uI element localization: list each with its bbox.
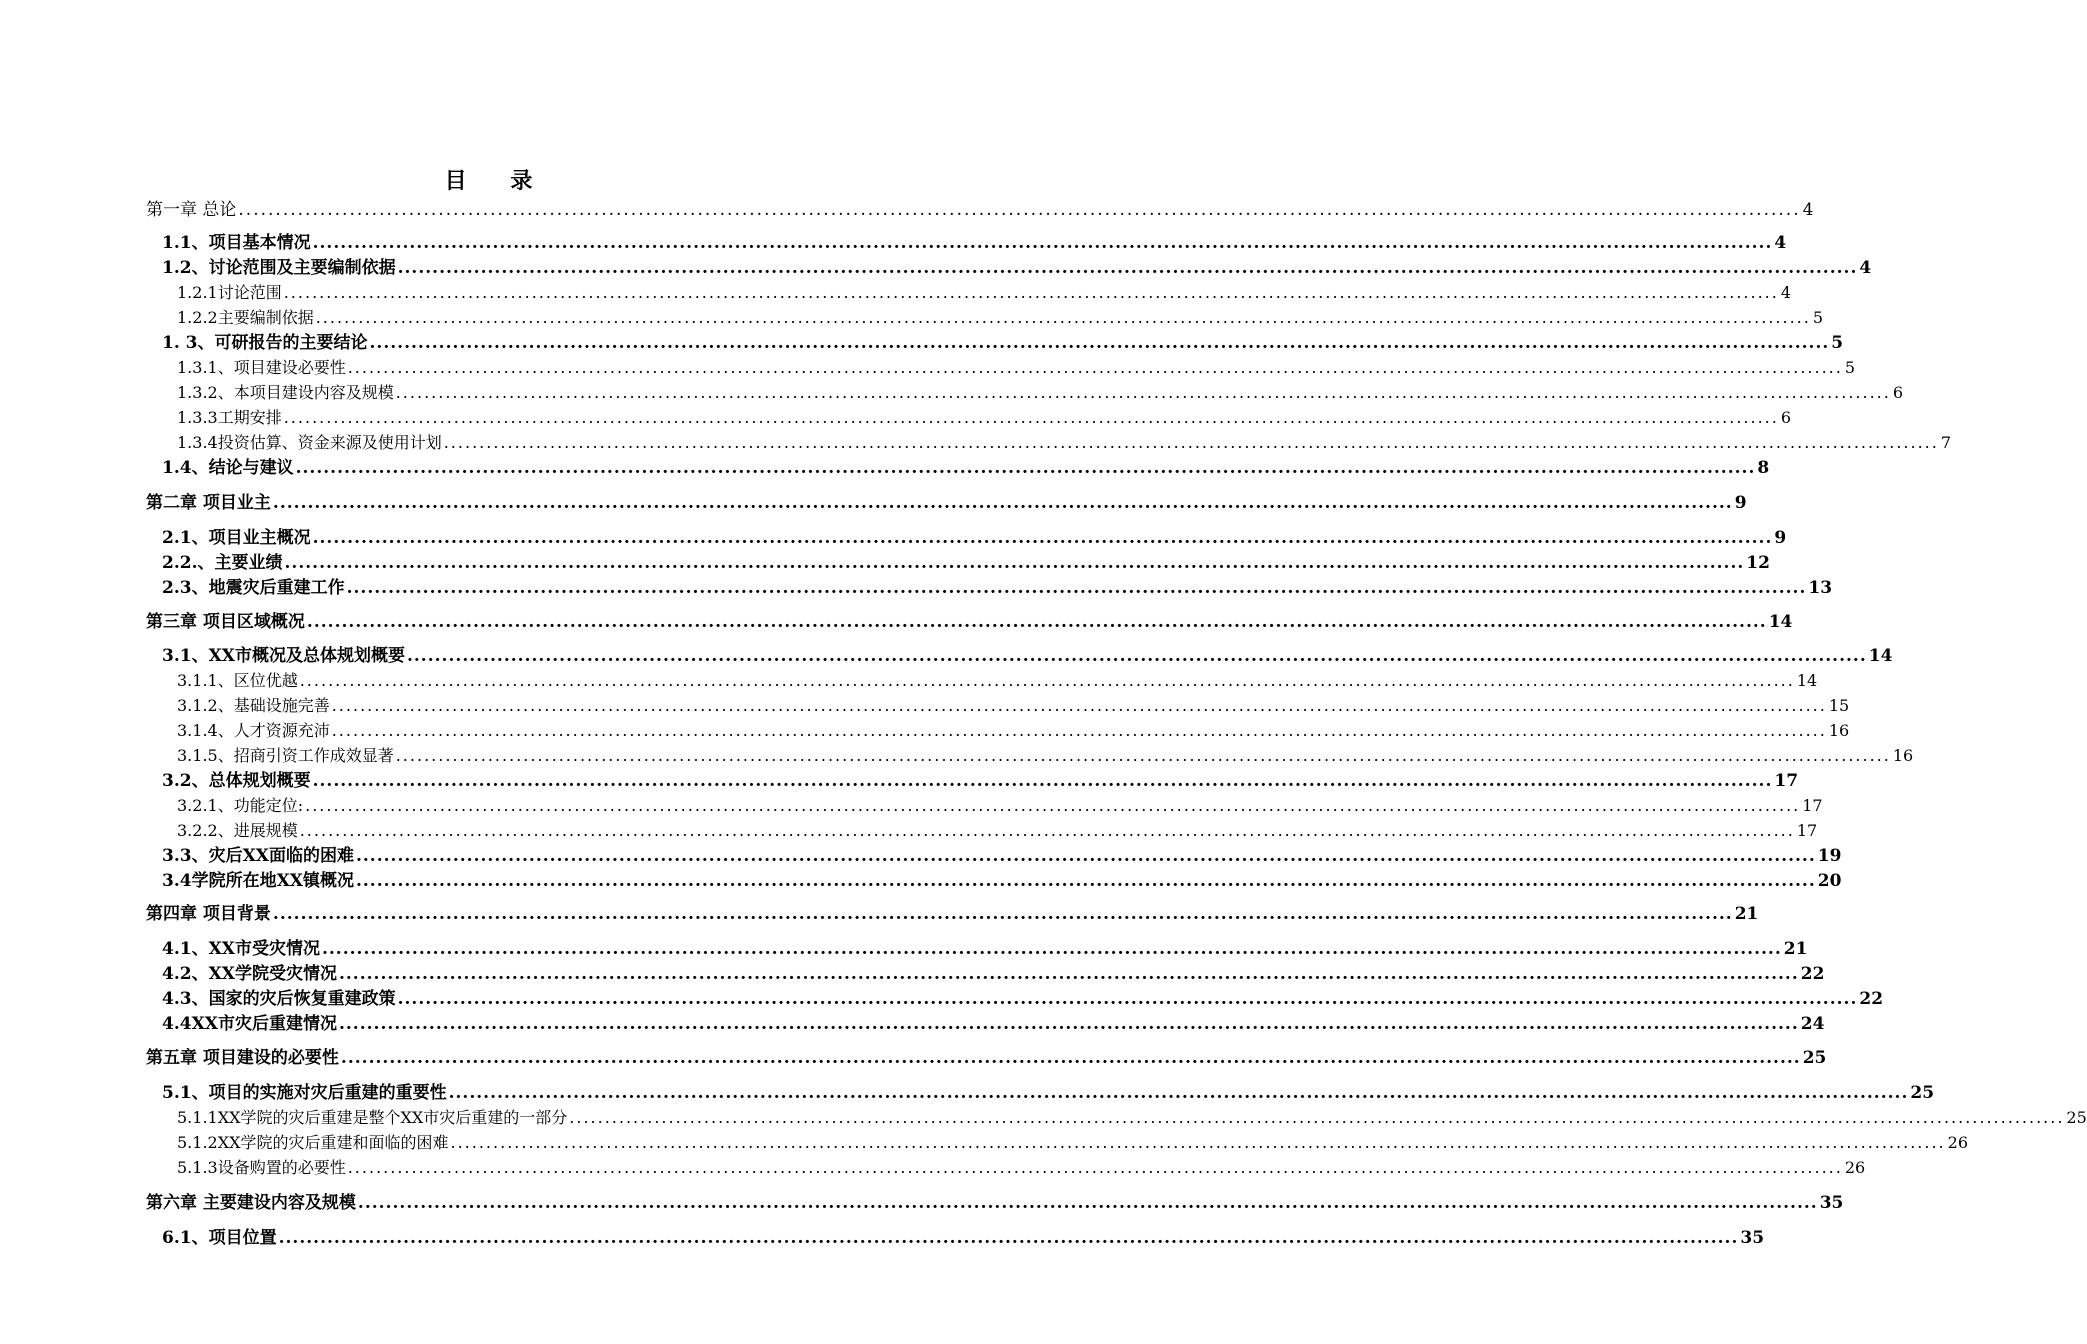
toc-page-number: 17 — [1774, 771, 1799, 791]
toc-entry[interactable] — [162, 1081, 1935, 1105]
toc-dot-leader: ................................................................................................................................................................................................................... — [278, 1228, 1739, 1248]
toc-page-number: 25 — [1910, 1083, 1935, 1103]
toc-dot-leader: ................................................................................................................................................................................................................... — [448, 1083, 1909, 1103]
toc-dot-leader: ................................................................................................................................................................................................................... — [347, 1158, 1843, 1177]
toc-entry[interactable] — [162, 987, 1884, 1011]
toc-page-number: 26 — [1844, 1158, 1866, 1177]
toc-dot-leader: ................................................................................................................................................................................................................... — [306, 612, 1767, 632]
toc-entry[interactable] — [162, 869, 1842, 893]
toc-dot-leader: ................................................................................................................................................................................................................... — [321, 939, 1782, 959]
toc-page-number: 24 — [1800, 1014, 1825, 1034]
toc-page-number: 7 — [1940, 433, 1952, 452]
toc-page-number: 26 — [1947, 1133, 1968, 1152]
toc-page-number: 5 — [1844, 358, 1856, 377]
toc-dot-leader: ................................................................................................................................................................................................................... — [357, 1193, 1818, 1213]
toc-entry[interactable] — [146, 198, 1814, 222]
toc-dot-leader: ................................................................................................................................................................................................................... — [305, 796, 1801, 815]
toc-entry-label: 3.3、灾后XX面临的困难 — [162, 846, 354, 866]
toc-page-number: 16 — [1892, 746, 1914, 765]
toc-entry-label: 4.4XX市灾后重建情况 — [162, 1014, 337, 1034]
toc-entry-label: 3.2、总体规划概要 — [162, 771, 311, 791]
toc-entry[interactable] — [177, 1131, 1968, 1155]
toc-page-number: 20 — [1817, 871, 1842, 891]
toc-entry[interactable] — [162, 256, 1872, 280]
toc-entry[interactable] — [162, 937, 1808, 961]
toc-entry-label: 4.3、国家的灾后恢复重建政策 — [162, 989, 396, 1009]
toc-page-number: 15 — [1828, 696, 1850, 715]
toc-dot-leader: ................................................................................................................................................................................................................... — [397, 989, 1858, 1009]
toc-entry[interactable] — [162, 844, 1842, 868]
toc-entry[interactable] — [177, 694, 1850, 718]
toc-entry[interactable] — [177, 719, 1850, 743]
toc-page-number: 4 — [1774, 233, 1787, 253]
toc-page-number: 22 — [1800, 964, 1825, 984]
toc-entry[interactable] — [162, 962, 1825, 986]
toc-dot-leader: ................................................................................................................................................................................................................... — [406, 646, 1867, 666]
toc-entry-label: 3.1.1、区位优越 — [177, 671, 298, 690]
toc-dot-leader: ................................................................................................................................................................................................................... — [346, 578, 1807, 598]
toc-entry-label: 第四章 项目背景 — [146, 904, 271, 924]
toc-entry-label: 3.1.4、人才资源充沛 — [177, 721, 330, 740]
toc-entry-label: 第六章 主要建设内容及规模 — [146, 1193, 356, 1213]
toc-page-number: 13 — [1808, 578, 1833, 598]
toc-page-number: 35 — [1740, 1228, 1765, 1248]
toc-entry-label: 3.1.5、招商引资工作成效显著 — [177, 746, 394, 765]
toc-entry[interactable] — [177, 381, 1904, 405]
toc-dot-leader: ................................................................................................................................................................................................................... — [340, 1048, 1801, 1068]
toc-entry-label: 2.2.、主要业绩 — [162, 553, 283, 573]
toc-entry[interactable] — [162, 526, 1787, 550]
toc-entry[interactable] — [162, 231, 1787, 255]
toc-dot-leader: ................................................................................................................................................................................................................... — [299, 671, 1795, 690]
page-title: 目 录 — [444, 168, 551, 194]
toc-dot-leader: ................................................................................................................................................................................................................... — [238, 200, 1801, 220]
toc-entry-label: 第一章 总论 — [146, 200, 237, 220]
toc-entry-label: 5.1、项目的实施对灾后重建的重要性 — [162, 1083, 447, 1103]
toc-dot-leader: ................................................................................................................................................................................................................... — [450, 1133, 1946, 1152]
toc-entry-label: 3.1、XX市概况及总体规划概要 — [162, 646, 405, 666]
toc-entry-label: 1.3.2、本项目建设内容及规模 — [177, 383, 394, 402]
toc-entry[interactable] — [177, 744, 1914, 768]
toc-entry-label: 1.3.1、项目建设必要性 — [177, 358, 346, 377]
toc-page-number: 14 — [1768, 612, 1793, 632]
toc-entry-label: 1.2、讨论范围及主要编制依据 — [162, 258, 396, 278]
toc-dot-leader: ................................................................................................................................................................................................................... — [284, 553, 1745, 573]
toc-entry-label: 4.2、XX学院受灾情况 — [162, 964, 337, 984]
toc-page-number: 6 — [1780, 408, 1792, 427]
toc-page-number: 25 — [1802, 1048, 1827, 1068]
toc-dot-leader: ................................................................................................................................................................................................................... — [355, 846, 1816, 866]
toc-entry-label: 2.1、项目业主概况 — [162, 528, 311, 548]
toc-entry[interactable] — [162, 331, 1844, 355]
toc-page-number: 25 — [2066, 1108, 2087, 1127]
toc-dot-leader: ................................................................................................................................................................................................................... — [312, 528, 1773, 548]
toc-entry[interactable] — [162, 1012, 1825, 1036]
toc-entry-label: 3.2.2、进展规模 — [177, 821, 298, 840]
toc-page-number: 19 — [1817, 846, 1842, 866]
toc-dot-leader: ................................................................................................................................................................................................................... — [355, 871, 1816, 891]
toc-entry-label: 4.1、XX市受灾情况 — [162, 939, 320, 959]
toc-dot-leader: ................................................................................................................................................................................................................... — [315, 308, 1811, 327]
toc-entry[interactable] — [177, 281, 1792, 305]
toc-entry[interactable] — [177, 1156, 1866, 1180]
toc-dot-leader: ................................................................................................................................................................................................................... — [338, 964, 1799, 984]
toc-entry-label: 1.2.1讨论范围 — [177, 283, 282, 302]
toc-entry-label: 2.3、地震灾后重建工作 — [162, 578, 345, 598]
toc-entry[interactable] — [162, 1226, 1765, 1250]
toc-page-number: 4 — [1802, 200, 1814, 220]
toc-entry[interactable] — [146, 610, 1793, 634]
toc-entry-label: 第三章 项目区域概况 — [146, 612, 305, 632]
toc-entry[interactable] — [177, 669, 1818, 693]
toc-dot-leader: ................................................................................................................................................................................................................... — [331, 696, 1827, 715]
toc-entry[interactable] — [177, 794, 1823, 818]
toc-entry[interactable] — [177, 431, 1952, 455]
toc-entry-label: 1.2.2主要编制依据 — [177, 308, 314, 327]
toc-entry-label: 5.1.2XX学院的灾后重建和面临的困难 — [177, 1133, 449, 1152]
toc-entry-label: 3.2.1、功能定位: — [177, 796, 304, 815]
toc-entry-label: 1.4、结论与建议 — [162, 458, 294, 478]
toc-entry[interactable] — [162, 576, 1833, 600]
toc-entry-label: 第二章 项目业主 — [146, 493, 271, 513]
toc-dot-leader: ................................................................................................................................................................................................................... — [397, 258, 1858, 278]
toc-page-number: 17 — [1796, 821, 1818, 840]
toc-page-number: 4 — [1780, 283, 1792, 302]
toc-dot-leader: ................................................................................................................................................................................................................... — [299, 821, 1795, 840]
toc-page-number: 22 — [1859, 989, 1884, 1009]
toc-entry[interactable] — [146, 902, 1759, 926]
toc-entry-label: 1.3.3工期安排 — [177, 408, 282, 427]
toc-entry[interactable] — [146, 491, 1747, 515]
toc-dot-leader: ................................................................................................................................................................................................................... — [395, 383, 1891, 402]
toc-entry-label: 1.1、项目基本情况 — [162, 233, 311, 253]
toc-dot-leader: ................................................................................................................................................................................................................... — [331, 721, 1827, 740]
toc-entry-label: 5.1.1XX学院的灾后重建是整个XX市灾后重建的一部分 — [177, 1108, 568, 1127]
toc-page-number: 9 — [1734, 493, 1747, 513]
toc-page-number: 5 — [1812, 308, 1824, 327]
toc-entry-label: 3.4学院所在地XX镇概况 — [162, 871, 354, 891]
toc-dot-leader: ................................................................................................................................................................................................................... — [272, 904, 1733, 924]
toc-entry-label: 3.1.2、基础设施完善 — [177, 696, 330, 715]
toc-entry-label: 第五章 项目建设的必要性 — [146, 1048, 339, 1068]
toc-dot-leader: ................................................................................................................................................................................................................... — [283, 283, 1779, 302]
toc-page-number: 12 — [1746, 553, 1770, 573]
toc-page-number: 16 — [1828, 721, 1850, 740]
toc-dot-leader: ................................................................................................................................................................................................................... — [443, 433, 1939, 452]
toc-entry[interactable] — [177, 1106, 2087, 1130]
toc-page-number: 6 — [1892, 383, 1904, 402]
toc-dot-leader: ................................................................................................................................................................................................................... — [338, 1014, 1799, 1034]
toc-dot-leader: ................................................................................................................................................................................................................... — [272, 493, 1733, 513]
toc-dot-leader: ................................................................................................................................................................................................................... — [295, 458, 1756, 478]
toc-entry-label: 5.1.3设备购置的必要性 — [177, 1158, 346, 1177]
toc-page-number: 8 — [1757, 458, 1770, 478]
toc-page-number: 21 — [1783, 939, 1808, 959]
toc-page-number: 21 — [1734, 904, 1759, 924]
toc-dot-leader: ................................................................................................................................................................................................................... — [312, 233, 1773, 253]
toc-entry[interactable] — [162, 644, 1893, 668]
toc-dot-leader: ................................................................................................................................................................................................................... — [283, 408, 1779, 427]
toc-page-number: 35 — [1819, 1193, 1844, 1213]
toc-entry[interactable] — [177, 306, 1824, 330]
toc-entry[interactable] — [162, 551, 1770, 575]
toc-page-number: 4 — [1859, 258, 1872, 278]
toc-dot-leader: ................................................................................................................................................................................................................... — [395, 746, 1891, 765]
toc-entry-label: 1. 3、可研报告的主要结论 — [162, 333, 368, 353]
toc-page-number: 17 — [1802, 796, 1823, 815]
toc-dot-leader: ................................................................................................................................................................................................................... — [347, 358, 1843, 377]
toc-dot-leader: ................................................................................................................................................................................................................... — [312, 771, 1773, 791]
toc-page-number: 14 — [1796, 671, 1818, 690]
toc-dot-leader: ................................................................................................................................................................................................................... — [369, 333, 1830, 353]
toc-entry[interactable] — [146, 1191, 1844, 1215]
toc-page-number: 14 — [1868, 646, 1893, 666]
toc-entry-label: 6.1、项目位置 — [162, 1228, 277, 1248]
toc-entry[interactable] — [177, 356, 1856, 380]
toc-entry[interactable] — [162, 769, 1799, 793]
toc-entry[interactable] — [177, 406, 1792, 430]
toc-entry-label: 1.3.4投资估算、资金来源及使用计划 — [177, 433, 442, 452]
toc-page-number: 5 — [1831, 333, 1844, 353]
toc-dot-leader: ................................................................................................................................................................................................................... — [569, 1108, 2065, 1127]
toc-entry[interactable] — [162, 456, 1770, 480]
toc-entry[interactable] — [146, 1046, 1827, 1070]
toc-entry[interactable] — [177, 819, 1818, 843]
toc-page-number: 9 — [1774, 528, 1787, 548]
